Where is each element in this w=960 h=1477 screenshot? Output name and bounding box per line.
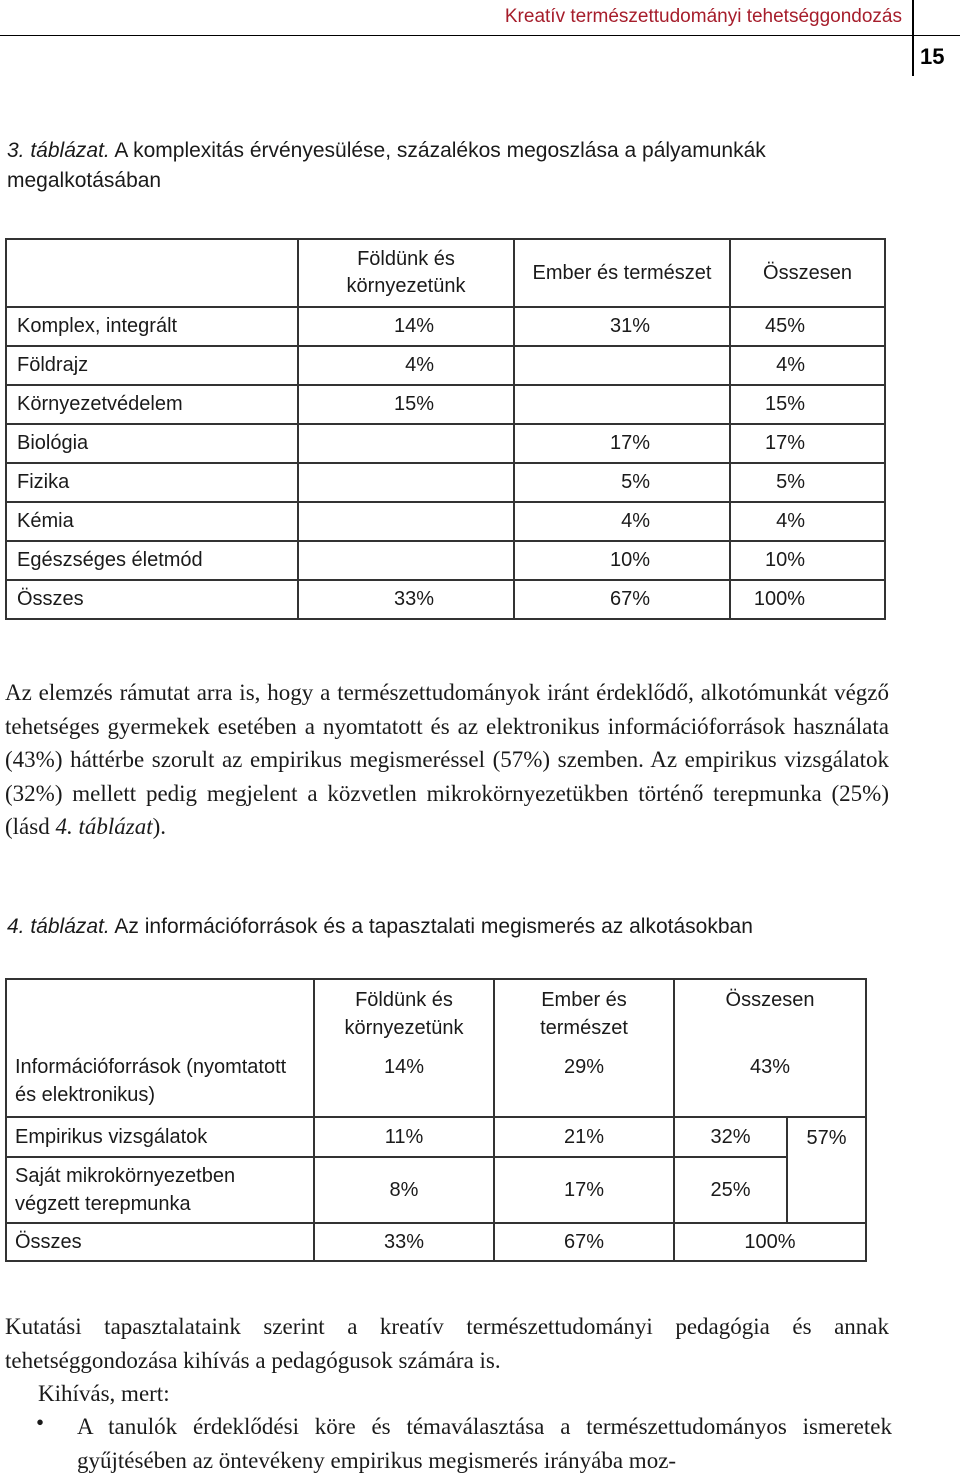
cell-value: 15%: [730, 385, 885, 424]
cell-value: 33%: [314, 1223, 494, 1261]
cell-value: 4%: [298, 346, 514, 385]
cell-value: 17%: [730, 424, 885, 463]
table-row: [6, 307, 885, 346]
table-reference: 4. táblázat: [55, 814, 153, 839]
cell-value: [298, 424, 514, 463]
cell-value: 29%: [494, 1047, 674, 1117]
table4-col-header: Összesen: [674, 979, 866, 1047]
row-label: Földrajz: [6, 346, 298, 385]
cell-value: 43%: [674, 1047, 866, 1117]
bullet-marker: •: [36, 1410, 45, 1435]
table-row-total: [6, 580, 885, 619]
cell-value: 45%: [730, 307, 885, 346]
page-number: 15: [920, 44, 945, 69]
row-label: Összes: [6, 580, 298, 619]
cell-value: 14%: [314, 1047, 494, 1117]
cell-value: 11%: [314, 1117, 494, 1157]
cell-value: [298, 541, 514, 580]
row-label: Információforrások (nyomtatott és elektronikus): [6, 1047, 314, 1117]
cell-value: 15%: [298, 385, 514, 424]
table3-col-header: Ember és természet: [514, 239, 730, 307]
header-page-divider: [912, 0, 914, 76]
empirical-total-cell: 57%: [787, 1117, 866, 1223]
table-row: [6, 424, 885, 463]
cell-value: 100%: [730, 580, 885, 619]
cell-value: [514, 385, 730, 424]
table-row: [6, 385, 885, 424]
table4-caption: [7, 912, 907, 942]
table-row: [6, 1117, 866, 1157]
cell-value: [514, 346, 730, 385]
row-label: Saját mikrokörnyezetben végzett terepmunka: [6, 1157, 314, 1223]
cell-value: 17%: [514, 424, 730, 463]
table4-caption-text: Az információforrások és a tapasztalati megismerés az alkotásokban: [114, 915, 753, 938]
table4-header-row: [6, 979, 866, 1047]
paragraph-text: Az elemzés rámutat arra is, hogy a természettudományok iránt érdeklődő, alkotómunkát végző tehetséges gyermekek esetében a nyomtatott és az elektronikus információforrások használata (43%) háttérbe szorult az empirikus megismeréssel (57%) szemben. Az empirikus vizsgálatok (32%) mellett pedig megjelent a közvetlen mikrokörnyezetükben történő terepmunka (25%) (lásd: [5, 680, 889, 839]
table3: [5, 238, 886, 620]
cell-value: [298, 502, 514, 541]
row-label: Biológia: [6, 424, 298, 463]
cell-value: 100%: [674, 1223, 866, 1261]
table4-col-header: Ember és természet: [494, 979, 674, 1047]
cell-value: 21%: [494, 1117, 674, 1157]
row-label: Összes: [6, 1223, 314, 1261]
cell-value: 32%: [674, 1117, 787, 1157]
cell-value: 31%: [514, 307, 730, 346]
table-row-total: [6, 1223, 866, 1261]
cell-value: 14%: [298, 307, 514, 346]
running-header-title: Kreatív természettudományi tehetséggondozás: [504, 6, 902, 27]
cell-value: 4%: [730, 346, 885, 385]
table3-col-header: Földünk és környezetünk: [298, 239, 514, 307]
cell-value: 5%: [730, 463, 885, 502]
row-label: Egészséges életmód: [6, 541, 298, 580]
table-row: [6, 1047, 866, 1117]
cell-value: 33%: [298, 580, 514, 619]
row-label: Fizika: [6, 463, 298, 502]
row-label: Környezetvédelem: [6, 385, 298, 424]
table-row: [6, 463, 885, 502]
table3-caption: [7, 136, 807, 196]
table-row: [6, 541, 885, 580]
body-paragraph: Kutatási tapasztalataink szerint a kreatív természettudományi pedagógia és annak tehetséggondozása kihívás a pedagógusok számára is.: [5, 1314, 889, 1373]
cell-value: 17%: [494, 1157, 674, 1223]
cell-value: 67%: [514, 580, 730, 619]
cell-value: 4%: [730, 502, 885, 541]
cell-value: 67%: [494, 1223, 674, 1261]
cell-value: 10%: [730, 541, 885, 580]
cell-value: 10%: [514, 541, 730, 580]
cell-value: 25%: [674, 1157, 787, 1223]
body-paragraph: [5, 676, 889, 844]
row-label: Empirikus vizsgálatok: [6, 1117, 314, 1157]
table-row: [6, 502, 885, 541]
table-row: [6, 1157, 866, 1223]
table4-header-corner: [6, 979, 314, 1047]
table3-caption-label: 3. táblázat.: [7, 139, 110, 162]
row-label: Komplex, integrált: [6, 307, 298, 346]
cell-value: 8%: [314, 1157, 494, 1223]
bullet-item-text: A tanulók érdeklődési köre és témaválasztása a természettudományos ismeretek gyűjtésében az öntevékeny empirikus megismerés irányába moz-: [77, 1414, 892, 1473]
table4-col-header: Földünk és környezetünk: [314, 979, 494, 1047]
header-rule: [0, 35, 960, 36]
cell-value: 4%: [514, 502, 730, 541]
table-row: [6, 346, 885, 385]
table4: [5, 978, 867, 1262]
row-label: Kémia: [6, 502, 298, 541]
paragraph-end: ).: [152, 814, 167, 839]
table3-col-header: Összesen: [730, 239, 885, 307]
cell-value: [298, 463, 514, 502]
table3-header-corner: [6, 239, 298, 307]
table4-caption-label: 4. táblázat.: [7, 915, 110, 938]
cell-value: 5%: [514, 463, 730, 502]
table3-caption-text: A komplexitás érvényesülése, százalékos megoszlása a pályamunkák megalkotásában: [7, 139, 766, 192]
body-paragraph: Kihívás, mert:: [38, 1381, 170, 1406]
table3-header-row: [6, 239, 885, 307]
